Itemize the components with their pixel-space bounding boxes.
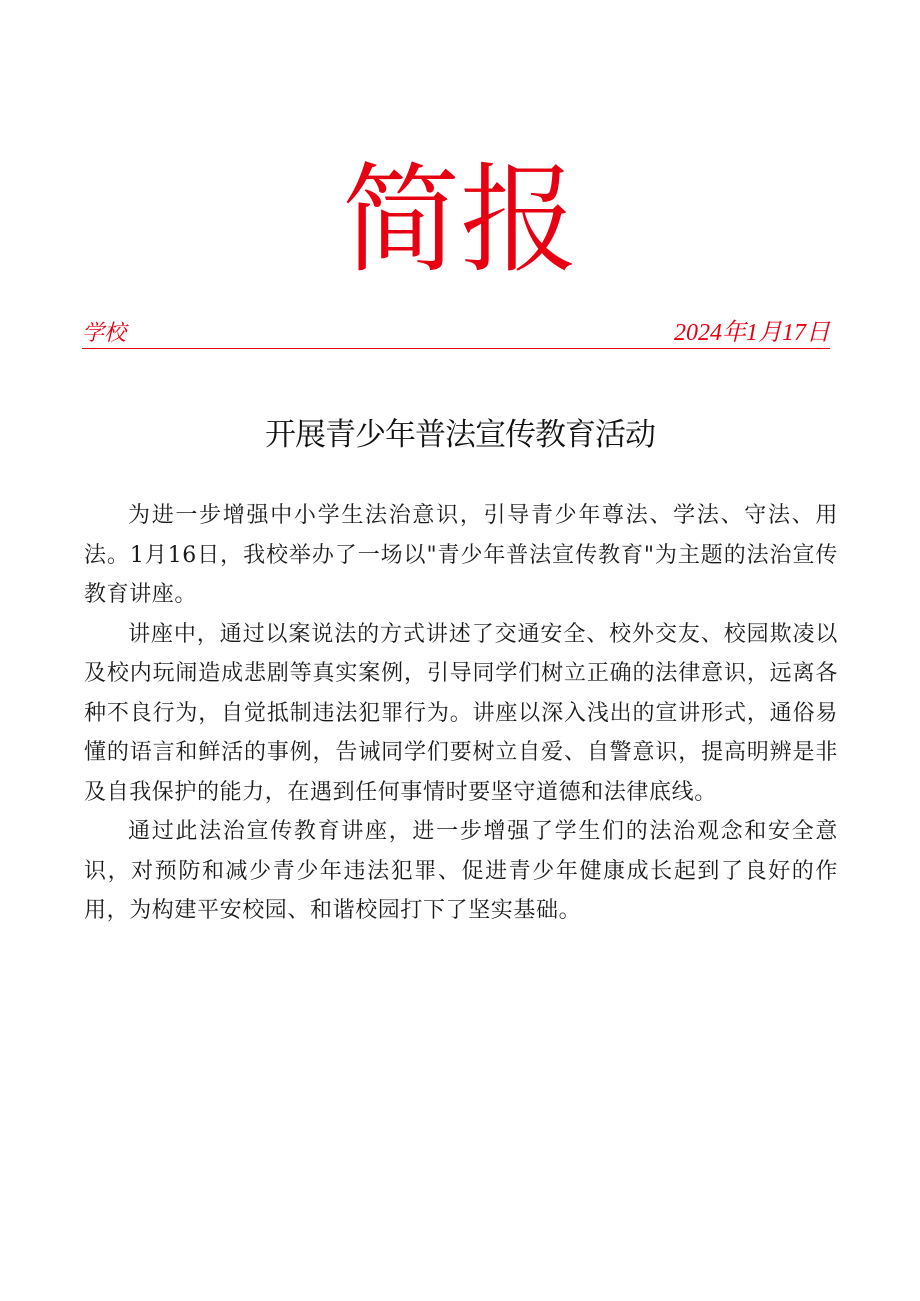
paragraph: 通过此法治宣传教育讲座，进一步增强了学生们的法治观念和安全意识，对预防和减少青少年违法犯罪、促进青少年健康成长起到了良好的作用，为构建平安校园、和谐校园打下了坚实基础。	[84, 819, 838, 923]
school-label: 学校	[82, 321, 127, 346]
paragraph: 讲座中，通过以案说法的方式讲述了交通安全、校外交友、校园欺凌以及校内玩闹造成悲剧等真实案例，引导同学们树立正确的法律意识，远离各种不良行为，自觉抵制违法犯罪行为。讲座以深入浅出的宣讲形式，通俗易懂的语言和鲜活的事例，告诫同学们要树立自爱、自警意识，提高明辨是非及自我保护的能力，在遇到任何事情时要坚守道德和法律底线。	[84, 621, 838, 805]
meta-row	[82, 318, 830, 349]
article-title: 开展青少年普法宣传教育活动	[265, 417, 655, 453]
masthead-title: 简报	[341, 151, 578, 289]
issue-date: 2024年1月17日	[674, 320, 830, 346]
article-body	[84, 496, 838, 931]
paragraph: 为进一步增强中小学生法治意识，引导青少年尊法、学法、守法、用法。1月16日，我校举办了一场以"青少年普法宣传教育"为主题的法治宣传教育讲座。	[84, 503, 838, 607]
